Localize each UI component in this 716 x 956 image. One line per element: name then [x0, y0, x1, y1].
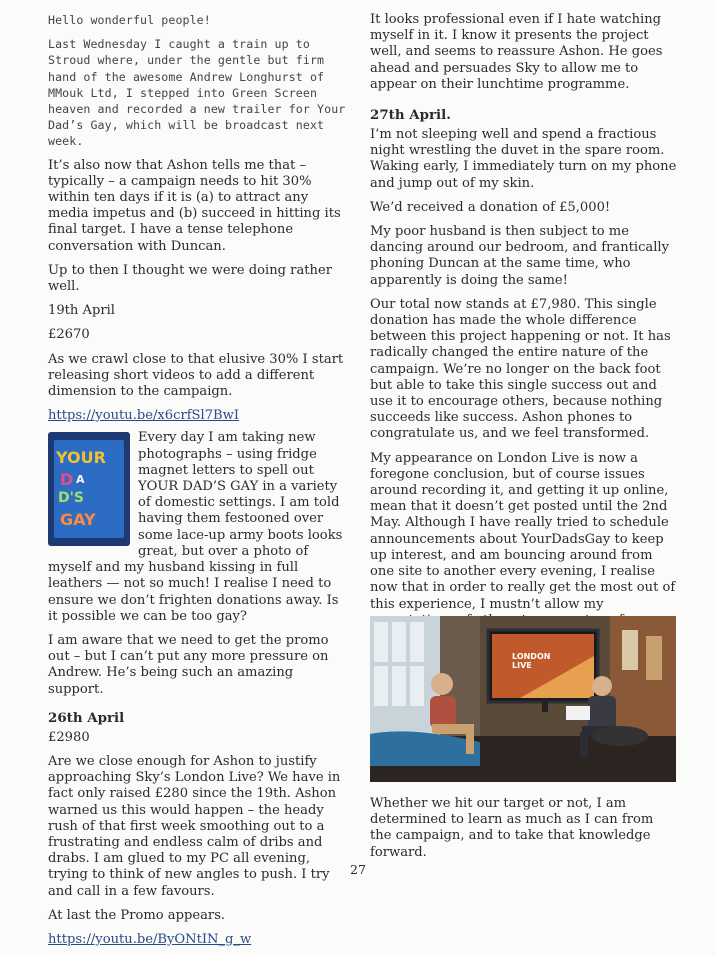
paragraph: I am aware that we need to get the promo out – but I can’t put any more pressure on Andrew. He’s being such an amazing support. — [48, 632, 329, 697]
magnet-letter-d: D — [60, 470, 74, 490]
paragraph: Our total now stands at £7,980. This single donation has made the whole difference between this project happening or not. It has radically changed the entire nature of the campaign. We’re no longer on the back foot but able to take this single success out and use it to encourage others, because nothing succeeds like success. Ashon phones to congratulate us, and we feel transformed. — [370, 296, 671, 442]
fridge-magnet-photo — [48, 432, 130, 546]
paragraph: I’m not sleeping well and spend a fractious night wrestling the duvet in the spare room. Waking early, I immediately turn on my phone and jump out of my skin. — [370, 127, 677, 191]
date-label: 19th April — [48, 303, 115, 319]
left-column — [48, 12, 348, 956]
greeting: Hello wonderful people! — [48, 13, 211, 27]
magnet-word-your: YOUR — [56, 448, 106, 468]
paragraph: Up to then I thought we were doing rather well. — [48, 262, 332, 295]
paragraph: My appearance on London Live is now a foregone conclusion, but of course issues around recording it, and getting it up online, mean that it doesn’t get posted until the 2nd May. Although I have really tried to schedule announcements about YourDadsGay to keep up interest, and am bouncing around from one site to another every evening, I realise now that in order to really get the most out of this experience, I mustn’t allow my — [370, 450, 676, 612]
paragraph: My poor husband is then subject to me dancing around our bedroom, and frantically phoning Duncan at the same time, who apparently is doing the same! — [370, 224, 669, 288]
paragraph: Every day I am taking new photographs – using fridge magnet letters to spell out YOUR DAD’S GAY in a variety of domestic settings. I am told having them festooned over some lace-up army boots looks great, but over a photo of myself and my husband kissing in full leathers — not so much! I realise I need to ensure we don’t frighten donations away. Is it possible we can be too gay? — [48, 430, 343, 624]
magnet-word-gay: GAY — [60, 510, 96, 530]
studio-scene-image — [370, 616, 676, 782]
magnet-word-dads: D'S — [58, 490, 84, 507]
page-number: 27 — [350, 862, 366, 877]
date-heading: 27th April. — [370, 107, 451, 124]
youtube-link[interactable]: https://youtu.be/x6crfSl7BwI — [48, 408, 240, 424]
paragraph: Are we close enough for Ashon to justify approaching Sky’s London Live? We have in fact only raised £280 since the 19th. Ashon warned us this would happen – the heady rush of that first week smoothing out to a frustrating and endless calm of dribs and drabs. I am glued to my PC all evening, trying to think of new angles to push. I try and call in a few favours. — [48, 753, 341, 899]
stroud-paragraph: Last Wednesday I caught a train up to Stroud where, under the gentle but firm hand of the awesome Andrew Longhurst of MMouk Ltd, I stepped into Green Screen heaven and recorded a new trailer for Your Dad’s Gay, which will be broadcast next week. — [48, 37, 346, 149]
paragraph: It’s also now that Ashon tells me that – typically – a campaign needs to hit 30% within ten days if it is (a) to attract any media impetus and (b) succeed in hitting its final target. I have a tense telephone conversation with Duncan. — [48, 157, 341, 254]
date-heading: 26th April — [48, 709, 125, 726]
paragraph: At last the Promo appears. — [48, 907, 226, 923]
youtube-link[interactable]: https://youtu.be/ByONtIN_g_w — [48, 931, 252, 947]
amount-label: £2670 — [48, 327, 90, 343]
london-live-logo: LONDON LIVE — [512, 652, 551, 670]
london-live-studio-photo — [370, 616, 676, 782]
paragraph: We’d received a donation of £5,000! — [370, 199, 611, 215]
closing-paragraph: Whether we hit our target or not, I am determined to learn as much as I can from the campaign, and to take that knowledge forward. — [370, 796, 654, 860]
right-column — [370, 12, 678, 669]
paragraph: As we crawl close to that elusive 30% I start releasing short videos to add a different dimension to the campaign. — [48, 351, 344, 400]
amount-label: £2980 — [48, 729, 90, 745]
magnet-letter-a: A — [76, 473, 85, 487]
paragraph: It looks professional even if I hate watching myself in it. I know it presents the project well, and seems to reassure Ashon. He goes ahead and persuades Sky to allow me to appear on their lunchtime programme. — [370, 12, 663, 92]
